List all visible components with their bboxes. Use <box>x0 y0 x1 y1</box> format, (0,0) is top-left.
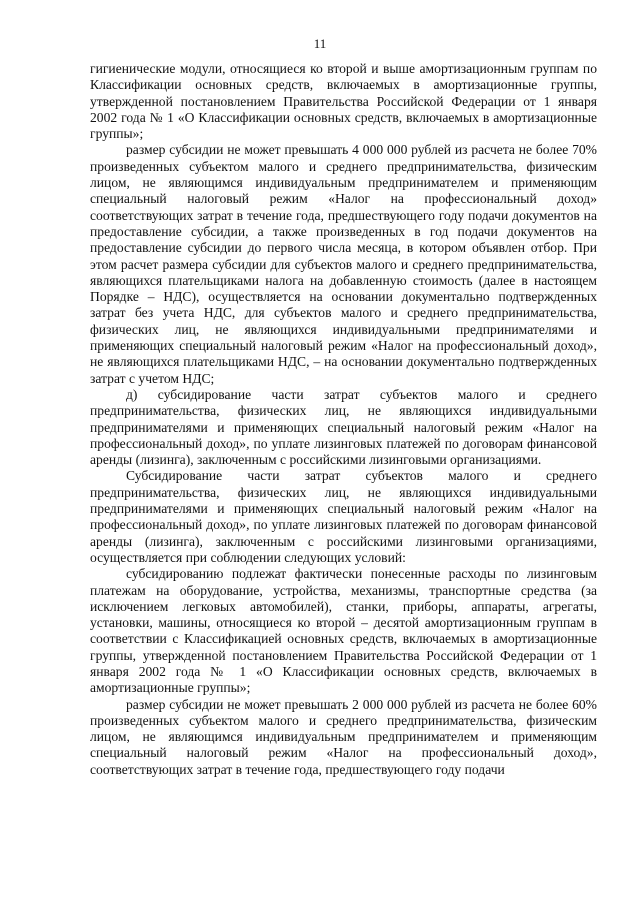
page-number: 11 <box>313 36 327 51</box>
paragraph-subsidy-size-4m: размер субсидии не может превышать 4 000 000 рублей из расчета не более 70% произведенных субъектом малого и среднего предпринимательства, физическим лицом, не являющимся индивидуальным предпринимателем и применяющим специальный налоговый режим «Налог на профессиональный доход» соответствующих затрат в течение года, предшествующего году подачи документов на предоставление субсидии, а также произведенных в год подачи документов на предоставление субсидии до первого числа месяца, в котором объявлен отбор. При этом расчет размера субсидии для субъектов малого и среднего предпринимательства, являющихся плательщиками налога на добавленную стоимость (далее в настоящем Порядке – НДС), осуществляется на основании документально подтвержденных затрат без учета НДС, для субъектов малого и среднего предпринимательства, физических лиц, не являющихся индивидуальными предпринимателями и применяющих специальный налоговый режим «Налог на профессиональный доход», не являющихся плательщиками НДС, – на основании документально подтвержденных затрат с учетом НДС; <box>90 142 597 386</box>
paragraph-continuation: гигиенические модули, относящиеся ко второй и выше амортизационным группам по Классификации основных средств, включаемых в амортизационные группы, утвержденной постановлением Правительства Российской Федерации от 1 января 2002 года № 1 «О Классификации основных средств, включаемых в амортизационные группы»; <box>90 61 597 142</box>
paragraph-item-d: д) субсидирование части затрат субъектов малого и среднего предпринимательства, физических лиц, не являющихся индивидуальными предпринимателями и применяющих специальный налоговый режим «Налог на профессиональный доход», по уплате лизинговых платежей по договорам финансовой аренды (лизинга), заключенным с российскими лизинговыми организациями. <box>90 386 597 468</box>
paragraph-leasing-conditions: Субсидирование части затрат субъектов малого и среднего предпринимательства, физических лиц, не являющихся индивидуальными предпринимателями и применяющих специальный налоговый режим «Налог на профессиональный доход», по уплате лизинговых платежей по договорам финансовой аренды (лизинга), заключенным с российскими лизинговыми организациями, осуществляется при соблюдении следующих условий: <box>90 468 597 565</box>
paragraph-subsidy-size-2m: размер субсидии не может превышать 2 000 000 рублей из расчета не более 60% произведенных субъектом малого и среднего предпринимательства, физическим лицом, не являющимся индивидуальным предпринимателем и применяющим специальный налоговый режим «Налог на профессиональный доход», соответствующих затрат в течение года, предшествующего году подачи <box>90 696 597 777</box>
document-body <box>90 61 597 778</box>
paragraph-leasing-expenses: субсидированию подлежат фактически понесенные расходы по лизинговым платежам на оборудование, устройства, механизмы, транспортные средства (за исключением легковых автомобилей), станки, приборы, аппараты, агрегаты, установки, машины, относящиеся ко второй – десятой амортизационным группам в соответствии с Классификацией основных средств, включаемых в амортизационные группы, утвержденной постановлением Правительства Российской Федерации от 1 января 2002 года № 1 «О Классификации основных средств, включаемых в амортизационные группы»; <box>90 566 597 696</box>
